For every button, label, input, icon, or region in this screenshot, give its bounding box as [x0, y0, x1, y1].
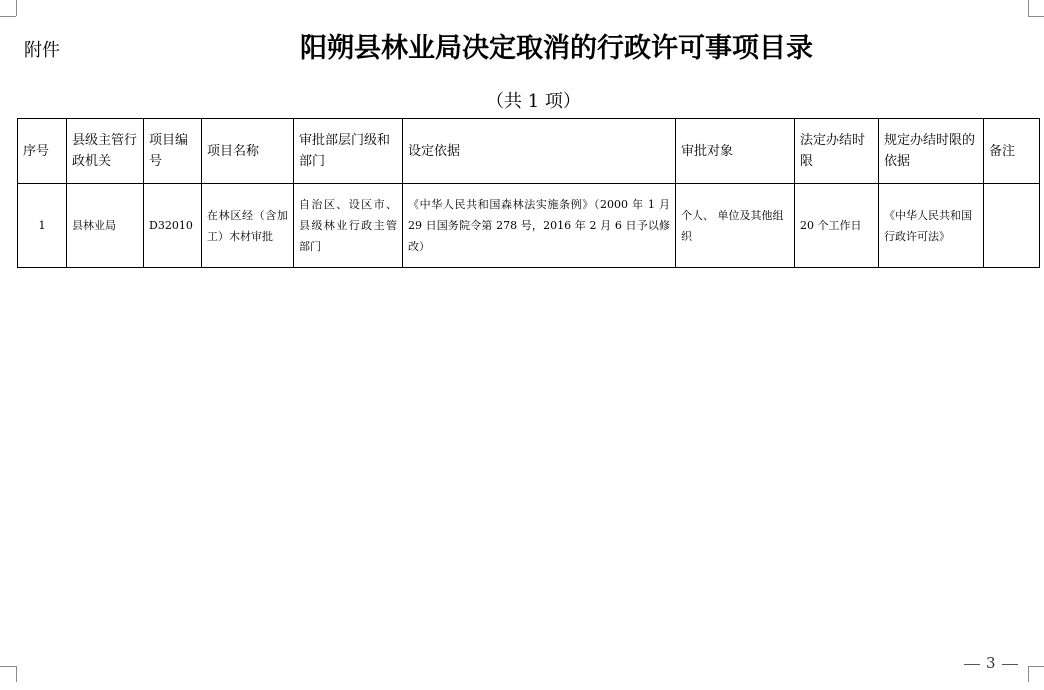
cell-level: 自治区、设区市、县级林业行政主管部门: [294, 184, 403, 268]
cell-limit-basis: 《中华人民共和国行政许可法》: [879, 184, 984, 268]
column-header-name: 项目名称: [202, 119, 294, 184]
document-title: 阳朔县林业局决定取消的行政许可事项目录: [300, 33, 813, 64]
column-header-note: 备注: [984, 119, 1040, 184]
column-header-basis: 设定依据: [403, 119, 676, 184]
cell-note: [984, 184, 1040, 268]
column-header-limit: 法定办结时限: [795, 119, 879, 184]
column-header-limit-basis: 规定办结时限的依据: [879, 119, 984, 184]
cell-limit: 20 个工作日: [795, 184, 879, 268]
page-number: [958, 654, 1024, 672]
catalog-table: [17, 118, 1040, 268]
page-number-value: 3: [986, 654, 996, 672]
attachment-label: 附件: [24, 40, 60, 61]
page-number-dash-right: [1002, 664, 1018, 665]
cell-agency: 县林业局: [67, 184, 144, 268]
column-header-code: 项目编号: [144, 119, 202, 184]
column-header-agency: 县级主管行政机关: [67, 119, 144, 184]
table-header-row: [18, 119, 1040, 184]
cell-basis: 《中华人民共和国森林法实施条例》（2000 年 1 月 29 日国务院令第 278 号，2016 年 2 月 6 日予以修改）: [403, 184, 676, 268]
cell-name: 在林区经（含加工）木材审批: [202, 184, 294, 268]
page-number-dash-left: [964, 664, 980, 665]
table-row: [18, 184, 1040, 268]
cell-seq: 1: [18, 184, 67, 268]
cell-target: 个人、 单位及其他组织: [676, 184, 795, 268]
item-count: （共 1 项）: [486, 91, 581, 112]
column-header-seq: 序号: [18, 119, 67, 184]
cell-code: D32010: [144, 184, 202, 268]
column-header-target: 审批对象: [676, 119, 795, 184]
column-header-level: 审批部层门级和部门: [294, 119, 403, 184]
